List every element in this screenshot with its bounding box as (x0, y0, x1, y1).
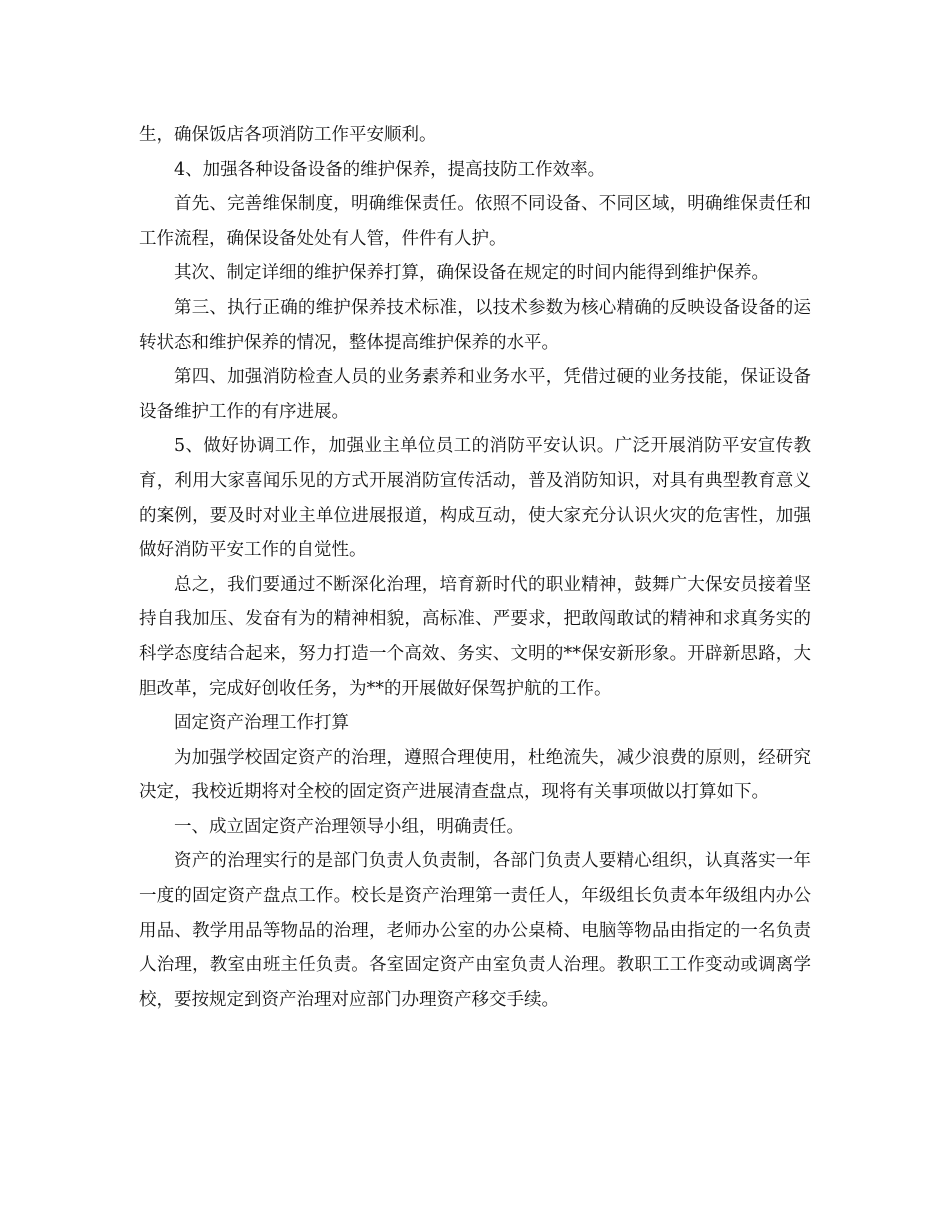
paragraph: 5、做好协调工作，加强业主单位员工的消防平安认识。广泛开展消防平安宣传教育，利用大家喜闻乐见的方式开展消防宣传活动，普及消防知识，对具有典型教育意义的案例，要及时对业主单位进展报道，构成互动，使大家充分认识火灾的危害性，加强做好消防平安工作的自觉性。 (139, 436, 811, 561)
paragraph: 其次、制定详细的维护保养打算，确保设备在规定的时间内能得到维护保养。 (174, 263, 769, 284)
paragraph: 为加强学校固定资产的治理，遵照合理使用，杜绝流失，减少浪费的原则，经研究决定，我校近期将对全校的固定资产进展清查盘点，现将有关事项做以打算如下。 (139, 747, 811, 803)
paragraph: 总之，我们要通过不断深化治理，培育新时代的职业精神，鼓舞广大保安员接着坚持自我加压、发奋有为的精神相貌，高标准、严要求，把敢闯敢试的精神和求真务实的科学态度结合起来，努力打造一个高效、务实、文明的**保安新形象。开辟新思路，大胆改革，完成好创收任务，为**的开展做好保驾护航的工作。 (139, 574, 811, 699)
subsection-heading: 一、成立固定资产治理领导小组，明确责任。 (174, 816, 524, 837)
paragraph: 生，确保饭店各项消防工作平安顺利。 (139, 125, 437, 145)
paragraph: 4、加强各种设备设备的维护保养，提高技防工作效率。 (174, 159, 606, 180)
paragraph: 第四、加强消防检查人员的业务素养和业务水平，凭借过硬的业务技能，保证设备设备维护工作的有序进展。 (139, 367, 811, 422)
section-heading: 固定资产治理工作打算 (174, 713, 349, 734)
document-body (139, 118, 811, 1017)
paragraph: 资产的治理实行的是部门负责人负责制，各部门负责人要精心组织，认真落实一年一度的固定资产盘点工作。校长是资产治理第一责任人，年级组长负责本年级组内办公用品、教学用品等物品的治理，老师办公室的办公桌椅、电脑等物品由指定的一名负责人治理，教室由班主任负责。各室固定资产由室负责人治理。教职工工作变动或调离学校，要按规定到资产治理对应部门办理资产移交手续。 (139, 851, 811, 1010)
paragraph: 第三、执行正确的维护保养技术标准，以技术参数为核心精确的反映设备设备的运转状态和维护保养的情况，整体提高维护保养的水平。 (139, 297, 811, 353)
paragraph: 首先、完善维保制度，明确维保责任。依照不同设备、不同区域，明确维保责任和工作流程，确保设备处处有人管，件件有人护。 (139, 194, 811, 249)
